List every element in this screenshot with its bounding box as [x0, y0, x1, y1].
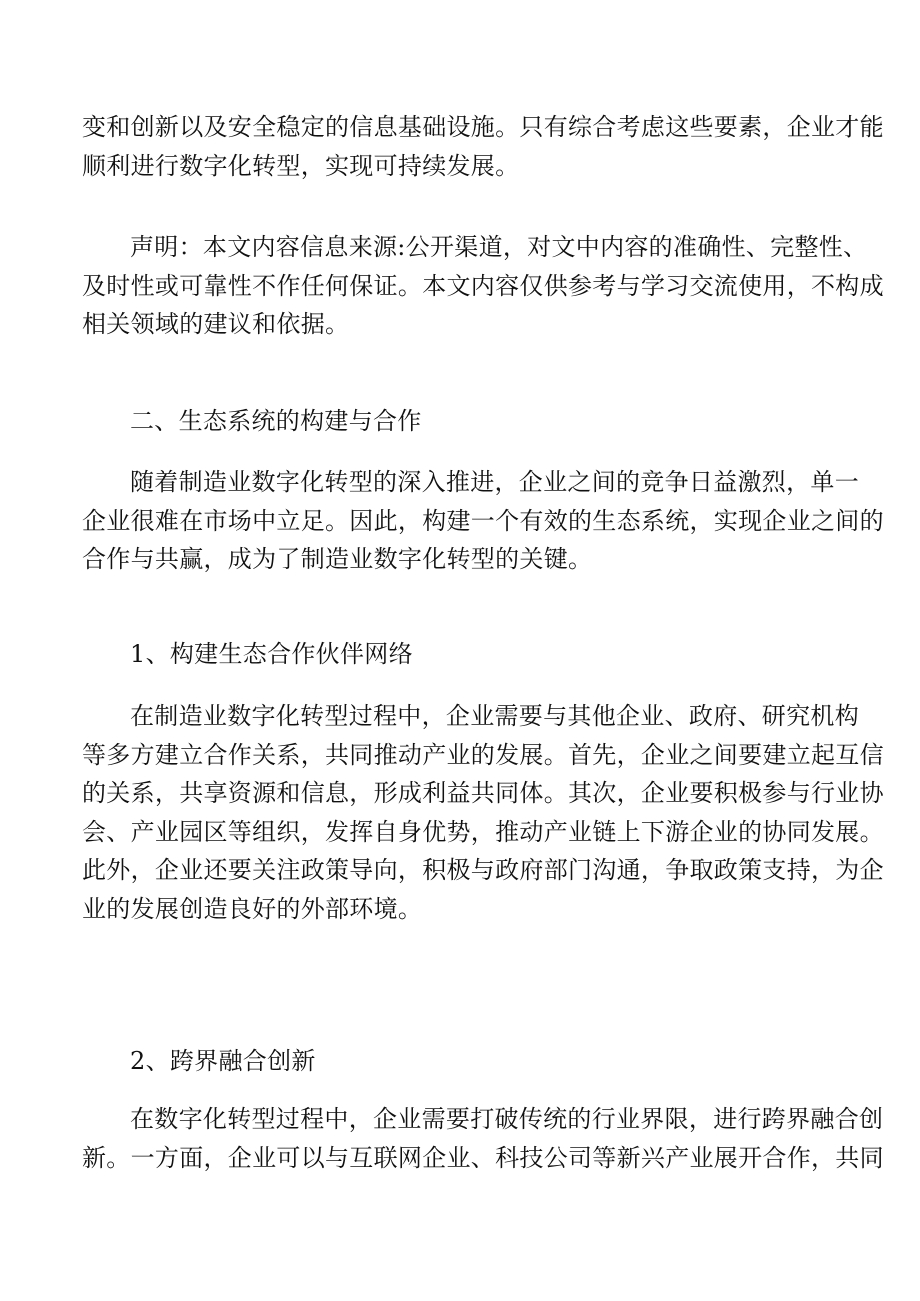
heading-text: 1、构建生态合作伙伴网络 — [130, 640, 413, 668]
text-line: 在数字化转型过程中，企业需要打破传统的行业界限，进行跨界融合创 — [130, 1105, 884, 1133]
text-line: 此外，企业还要关注政策导向，积极与政府部门沟通，争取政策支持，为企 — [82, 856, 884, 884]
text-line: 变和创新以及安全稳定的信息基础设施。只有综合考虑这些要素，企业才能 — [82, 113, 884, 141]
subsection-heading-1 — [82, 635, 842, 674]
heading-text: 二、生态系统的构建与合作 — [130, 407, 422, 435]
text-line: 企业很难在市场中立足。因此，构建一个有效的生态系统，实现企业之间的 — [82, 506, 884, 535]
disclaimer-paragraph — [82, 228, 884, 344]
text-line: 顺利进行数字化转型，实现可持续发展。 — [82, 151, 520, 180]
text-line: 随着制造业数字化转型的深入推进，企业之间的竞争日益激烈，单一 — [130, 468, 859, 496]
text-line: 相关领域的建议和依据。 — [82, 310, 350, 338]
heading-text: 2、跨界融合创新 — [130, 1047, 316, 1075]
section-heading — [82, 402, 842, 441]
text-line: 的关系，共享资源和信息，形成利益共同体。其次，企业要积极参与行业协 — [82, 779, 884, 807]
text-line: 业的发展创造良好的外部环境。 — [82, 894, 423, 923]
text-line: 等多方建立合作关系，共同推动产业的发展。首先，企业之间要建立起互信 — [82, 740, 884, 769]
text-line: 及时性或可靠性不作任何保证。本文内容仅供参考与学习交流使用，不构成 — [82, 271, 884, 300]
text-line: 合作与共赢，成为了制造业数字化转型的关键。 — [82, 545, 593, 573]
text-line: 声明：本文内容信息来源:公开渠道，对文中内容的准确性、完整性、 — [130, 233, 868, 261]
text-line: 会、产业园区等组织，发挥自身优势，推动产业链上下游企业的协同发展。 — [82, 817, 884, 846]
continuation-paragraph — [82, 108, 884, 185]
text-line: 新。一方面，企业可以与互联网企业、科技公司等新兴产业展开合作，共同 — [82, 1143, 884, 1172]
section-intro-paragraph — [82, 463, 884, 579]
subsection-2-paragraph — [82, 1100, 884, 1177]
text-line: 在制造业数字化转型过程中，企业需要与其他企业、政府、研究机构 — [130, 702, 859, 730]
subsection-heading-2 — [82, 1042, 842, 1081]
subsection-1-paragraph — [82, 697, 884, 928]
